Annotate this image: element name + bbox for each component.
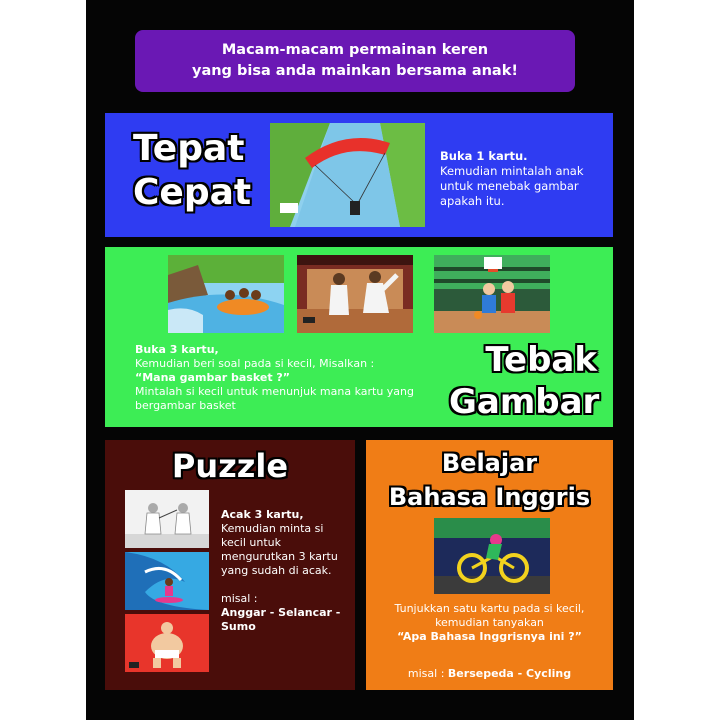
paragliding-card [270,123,425,227]
title-line: Bahasa Inggris [388,483,591,511]
puzzle-title: Puzzle [171,447,289,485]
tepat-cepat-panel [105,113,613,237]
cycling-card [434,518,550,594]
instruction-text: Kemudian beri soal pada si kecil, Misalkan : [135,357,375,370]
header-line-1: Macam-macam permainan keren [221,42,489,58]
instruction-bold: Buka 3 kartu, [135,343,219,356]
karate-card [297,255,413,333]
header-banner [135,30,575,92]
title-line: Tepat [133,128,245,169]
rafting-card [168,255,284,333]
puzzle-instructions [221,508,351,634]
tebak-gambar-panel [105,247,613,427]
fencing-card [125,490,209,548]
example-value: Anggar - Selancar - Sumo [221,606,341,633]
example-label: misal : [221,592,258,605]
puzzle-panel [105,440,355,690]
bahasa-inggris-example [366,666,613,681]
instruction-bold: Buka 1 kartu. [440,149,528,163]
question-text: “Mana gambar basket ?” [135,371,291,384]
sumo-card [125,614,209,672]
question-text: “Apa Bahasa Inggrisnya ini ?” [397,630,582,643]
instruction-text-2: Mintalah si kecil untuk menunjuk mana kartu yang bergambar basket [135,385,415,412]
title-line: Gambar [449,382,600,422]
tebak-gambar-instructions [135,343,425,413]
title-line: Cepat [133,172,252,213]
example-value: Bersepeda - Cycling [447,667,572,680]
title-line: Tebak [485,340,597,380]
tebak-gambar-title [449,339,600,423]
header-line-2: yang bisa anda mainkan bersama anak! [192,63,518,79]
bahasa-inggris-instructions [376,602,603,644]
example-label: misal : [407,667,445,680]
instruction-text: Tunjukkan satu kartu pada si kecil, kemudian tanyakan [394,602,585,629]
basketball-card [434,255,550,333]
instruction-bold: Acak 3 kartu, [221,508,304,521]
bahasa-inggris-panel [366,440,613,690]
surfing-card [125,552,209,610]
instruction-text: Kemudian mintalah anak untuk menebak gambar apakah itu. [440,164,584,208]
title-line: Belajar [441,449,538,477]
tepat-cepat-title [133,127,251,215]
instruction-text: Kemudian minta si kecil untuk mengurutkan 3 kartu yang sudah di acak. [221,522,338,577]
tepat-cepat-instructions [440,149,605,209]
bahasa-inggris-title [366,446,613,514]
